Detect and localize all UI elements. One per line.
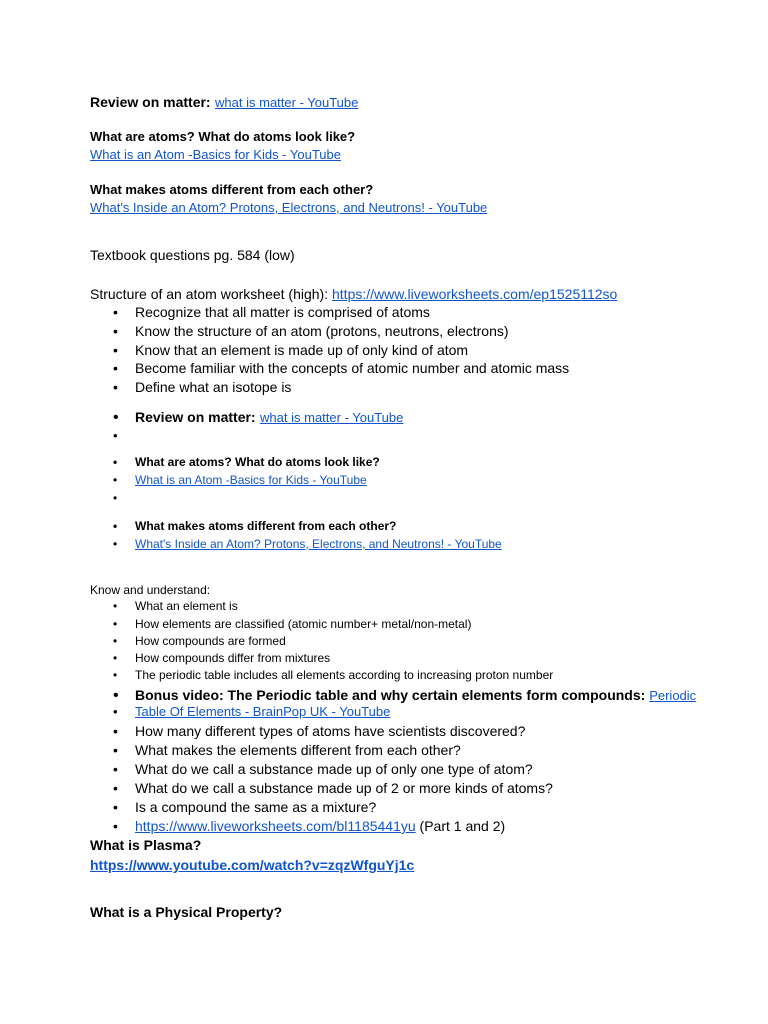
list-item: • What do we call a substance made up of 2 or more kinds of atoms? (135, 780, 696, 799)
list-item: • The periodic table includes all elements according to increasing proton number (135, 669, 696, 687)
plasma-video-link[interactable]: https://www.youtube.com/watch?v=zqzWfguYj1c (90, 857, 415, 873)
list-item: • Define what an isotope is (135, 379, 569, 398)
list-item: • How many different types of atoms have scientists discovered? (135, 723, 696, 742)
review-list (90, 409, 502, 556)
review-label: Review on matter: (90, 94, 211, 110)
list-item (135, 818, 696, 837)
list-item: • Know the structure of an atom (protons, neutrons, electrons) (135, 323, 569, 342)
list-item: • How compounds differ from mixtures (135, 652, 696, 669)
plasma-link-line (90, 857, 414, 873)
physical-property-heading: What is a Physical Property? (90, 904, 283, 920)
list-item-empty (135, 429, 502, 456)
list-item: • How elements are classified (atomic number+ metal/non-metal) (135, 618, 696, 635)
review-label: Review on matter: (135, 409, 256, 425)
worksheet-link[interactable]: https://www.liveworksheets.com/ep1525112so (332, 286, 618, 302)
list-item: • What are atoms? What do atoms look like? (135, 456, 502, 474)
list-item (135, 538, 502, 556)
list-item (135, 687, 696, 705)
liveworksheets-link[interactable]: https://www.liveworksheets.com/bl1185441yu (135, 818, 416, 834)
whats-inside-atom-link[interactable]: What's Inside an Atom? Protons, Electrons, and Neutrons! - YouTube (135, 537, 502, 551)
list-item-empty (135, 492, 502, 520)
list-item (135, 474, 502, 492)
worksheet-note: (Part 1 and 2) (415, 818, 506, 834)
list-item (135, 409, 502, 429)
objectives-list (90, 304, 569, 398)
worksheet-line (90, 286, 617, 302)
review-line (90, 94, 358, 112)
periodic-table-link-part1[interactable]: Periodic (649, 688, 697, 703)
bonus-link-continuation (135, 705, 696, 723)
list-item: • Become familiar with the concepts of atomic number and atomic mass (135, 360, 569, 379)
different-question: What makes atoms different from each other? (90, 182, 374, 197)
list-item: • What makes atoms different from each other? (135, 520, 502, 538)
list-item: • How compounds are formed (135, 635, 696, 652)
what-is-an-atom-link[interactable]: What is an Atom -Basics for Kids - YouTube (135, 473, 367, 487)
know-list (90, 600, 696, 837)
plasma-heading: What is Plasma? (90, 837, 202, 853)
list-item: • Is a compound the same as a mixture? (135, 799, 696, 818)
textbook-line: Textbook questions pg. 584 (low) (90, 247, 295, 263)
atoms-question: What are atoms? What do atoms look like? (90, 129, 356, 144)
what-is-an-atom-link[interactable]: What is an Atom -Basics for Kids - YouTube (90, 147, 341, 162)
list-item: • What do we call a substance made up of only one type of atom? (135, 761, 696, 780)
worksheet-text: Structure of an atom worksheet (high): (90, 286, 332, 302)
list-item: • What makes the elements different from each other? (135, 742, 696, 761)
bonus-label: Bonus video: The Periodic table and why certain elements form compounds: (135, 687, 650, 703)
know-heading: Know and understand: (90, 583, 211, 597)
atoms-link-line (90, 148, 341, 163)
list-item: • Know that an element is made up of only kind of atom (135, 342, 569, 360)
list-item: • Recognize that all matter is comprised of atoms (135, 304, 569, 323)
what-is-matter-link[interactable]: what is matter - YouTube (215, 95, 359, 110)
whats-inside-atom-link[interactable]: What's Inside an Atom? Protons, Electrons, and Neutrons! - YouTube (90, 200, 488, 215)
different-link-line (90, 201, 487, 216)
list-item: • What an element is (135, 600, 696, 618)
periodic-table-link-part2[interactable]: Table Of Elements - BrainPop UK - YouTube (135, 704, 391, 719)
what-is-matter-link[interactable]: what is matter - YouTube (260, 410, 404, 425)
